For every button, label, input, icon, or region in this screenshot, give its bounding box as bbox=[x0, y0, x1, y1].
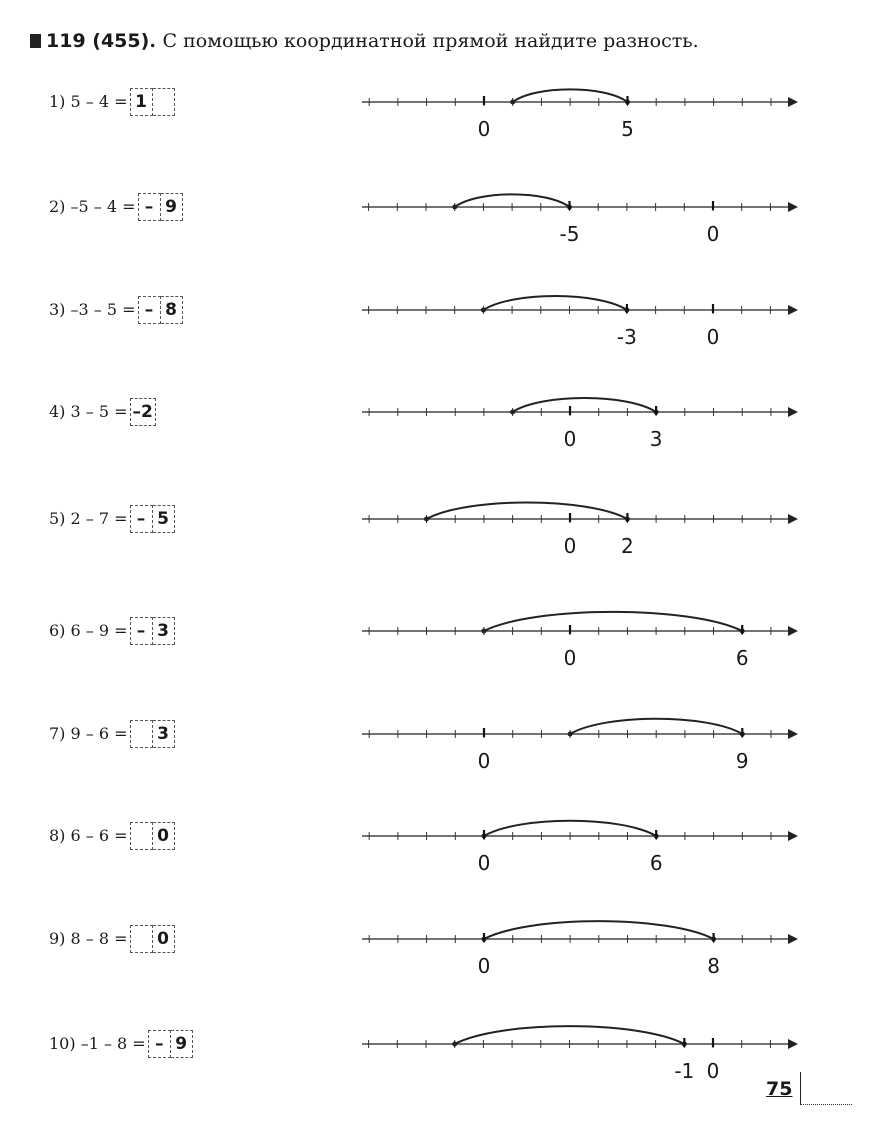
answer-box[interactable]: 3 bbox=[153, 720, 175, 748]
answer-box[interactable]: – bbox=[138, 296, 161, 324]
axis-arrow-icon bbox=[788, 514, 798, 524]
task-expression: 3) –3 – 5 = bbox=[49, 299, 136, 319]
number-line bbox=[0, 491, 888, 571]
number-line bbox=[0, 911, 888, 991]
point-label: 0 bbox=[706, 222, 720, 246]
answer-box[interactable]: 0 bbox=[153, 822, 175, 850]
answer-box[interactable]: – bbox=[130, 505, 153, 533]
arc-endpoint-dot bbox=[568, 732, 573, 737]
point-label: 0 bbox=[563, 534, 577, 558]
task-expression: 7) 9 – 6 = bbox=[49, 723, 128, 743]
point-label: 0 bbox=[563, 646, 577, 670]
task-row bbox=[0, 925, 888, 1029]
arc-endpoint-dot bbox=[510, 100, 515, 105]
task-expression: 8) 6 – 6 = bbox=[49, 825, 128, 845]
exercise-marker-icon bbox=[30, 34, 41, 48]
point-label: 6 bbox=[649, 851, 663, 875]
answer-box[interactable]: 5 bbox=[153, 505, 175, 533]
exercise-header: 119 (455). С помощью координатной прямой найдите разность. bbox=[30, 30, 699, 52]
point-label: 0 bbox=[706, 325, 720, 349]
task-row bbox=[0, 88, 888, 192]
task-expression: 4) 3 – 5 = bbox=[49, 401, 128, 421]
axis-arrow-icon bbox=[788, 934, 798, 944]
page-number-rule bbox=[800, 1072, 801, 1104]
point-label: 0 bbox=[477, 749, 491, 773]
point-label: 6 bbox=[735, 646, 749, 670]
point-label: -3 bbox=[616, 325, 637, 349]
answer-box[interactable]: 9 bbox=[171, 1030, 193, 1058]
arc-endpoint-dot bbox=[452, 1042, 457, 1047]
page-number: 75 bbox=[766, 1078, 793, 1100]
jump-arc bbox=[513, 398, 657, 412]
answer-box[interactable]: 9 bbox=[161, 193, 183, 221]
axis-arrow-icon bbox=[788, 97, 798, 107]
jump-arc bbox=[484, 612, 742, 631]
arc-endpoint-dot bbox=[424, 517, 429, 522]
axis-arrow-icon bbox=[788, 407, 798, 417]
point-label: 8 bbox=[707, 954, 720, 978]
point-label: 5 bbox=[621, 117, 634, 141]
answer-box[interactable]: 1 bbox=[130, 88, 153, 116]
number-line bbox=[0, 808, 888, 888]
task-expression: 1) 5 – 4 = bbox=[49, 91, 128, 111]
point-label: 2 bbox=[621, 534, 634, 558]
number-line bbox=[0, 1016, 888, 1096]
task-expression: 9) 8 – 8 = bbox=[49, 928, 128, 948]
jump-arc bbox=[427, 502, 628, 519]
task-row bbox=[0, 505, 888, 609]
point-label: 9 bbox=[735, 749, 749, 773]
number-line bbox=[0, 282, 888, 362]
exercise-instruction: С помощью координатной прямой найдите разность. bbox=[162, 30, 699, 52]
answer-box[interactable]: –2 bbox=[130, 398, 156, 426]
task-row bbox=[0, 1030, 888, 1134]
number-line bbox=[0, 603, 888, 683]
answer-box[interactable]: 3 bbox=[153, 617, 175, 645]
point-label: 0 bbox=[706, 1059, 720, 1083]
point-label: 0 bbox=[477, 851, 491, 875]
point-label: 0 bbox=[477, 117, 491, 141]
axis-arrow-icon bbox=[788, 831, 798, 841]
task-expression: 5) 2 – 7 = bbox=[49, 508, 128, 528]
point-label: 0 bbox=[563, 427, 577, 451]
answer-box[interactable]: 8 bbox=[161, 296, 183, 324]
point-label: -5 bbox=[559, 222, 580, 246]
page-number-underline bbox=[800, 1104, 852, 1105]
point-label: 3 bbox=[649, 427, 663, 451]
answer-box[interactable]: – bbox=[138, 193, 161, 221]
task-expression: 2) –5 – 4 = bbox=[49, 196, 136, 216]
axis-arrow-icon bbox=[788, 626, 798, 636]
answer-box[interactable]: – bbox=[130, 617, 153, 645]
axis-arrow-icon bbox=[788, 729, 798, 739]
axis-arrow-icon bbox=[788, 1039, 798, 1049]
task-expression: 6) 6 – 9 = bbox=[49, 620, 128, 640]
task-expression: 10) –1 – 8 = bbox=[49, 1033, 146, 1053]
point-label: 0 bbox=[477, 954, 491, 978]
arc-endpoint-dot bbox=[481, 308, 486, 313]
number-line bbox=[0, 74, 888, 154]
arc-endpoint-dot bbox=[481, 629, 486, 634]
number-line bbox=[0, 706, 888, 786]
axis-arrow-icon bbox=[788, 202, 798, 212]
axis-arrow-icon bbox=[788, 305, 798, 315]
exercise-number: 119 (455) bbox=[46, 30, 150, 52]
number-line bbox=[0, 179, 888, 259]
task-row bbox=[0, 398, 888, 502]
arc-endpoint-dot bbox=[452, 205, 457, 210]
jump-arc bbox=[483, 296, 627, 310]
answer-box[interactable]: 0 bbox=[153, 925, 175, 953]
answer-box[interactable]: – bbox=[148, 1030, 171, 1058]
arc-endpoint-dot bbox=[510, 410, 515, 415]
point-label: -1 bbox=[674, 1059, 695, 1083]
number-line bbox=[0, 384, 888, 464]
